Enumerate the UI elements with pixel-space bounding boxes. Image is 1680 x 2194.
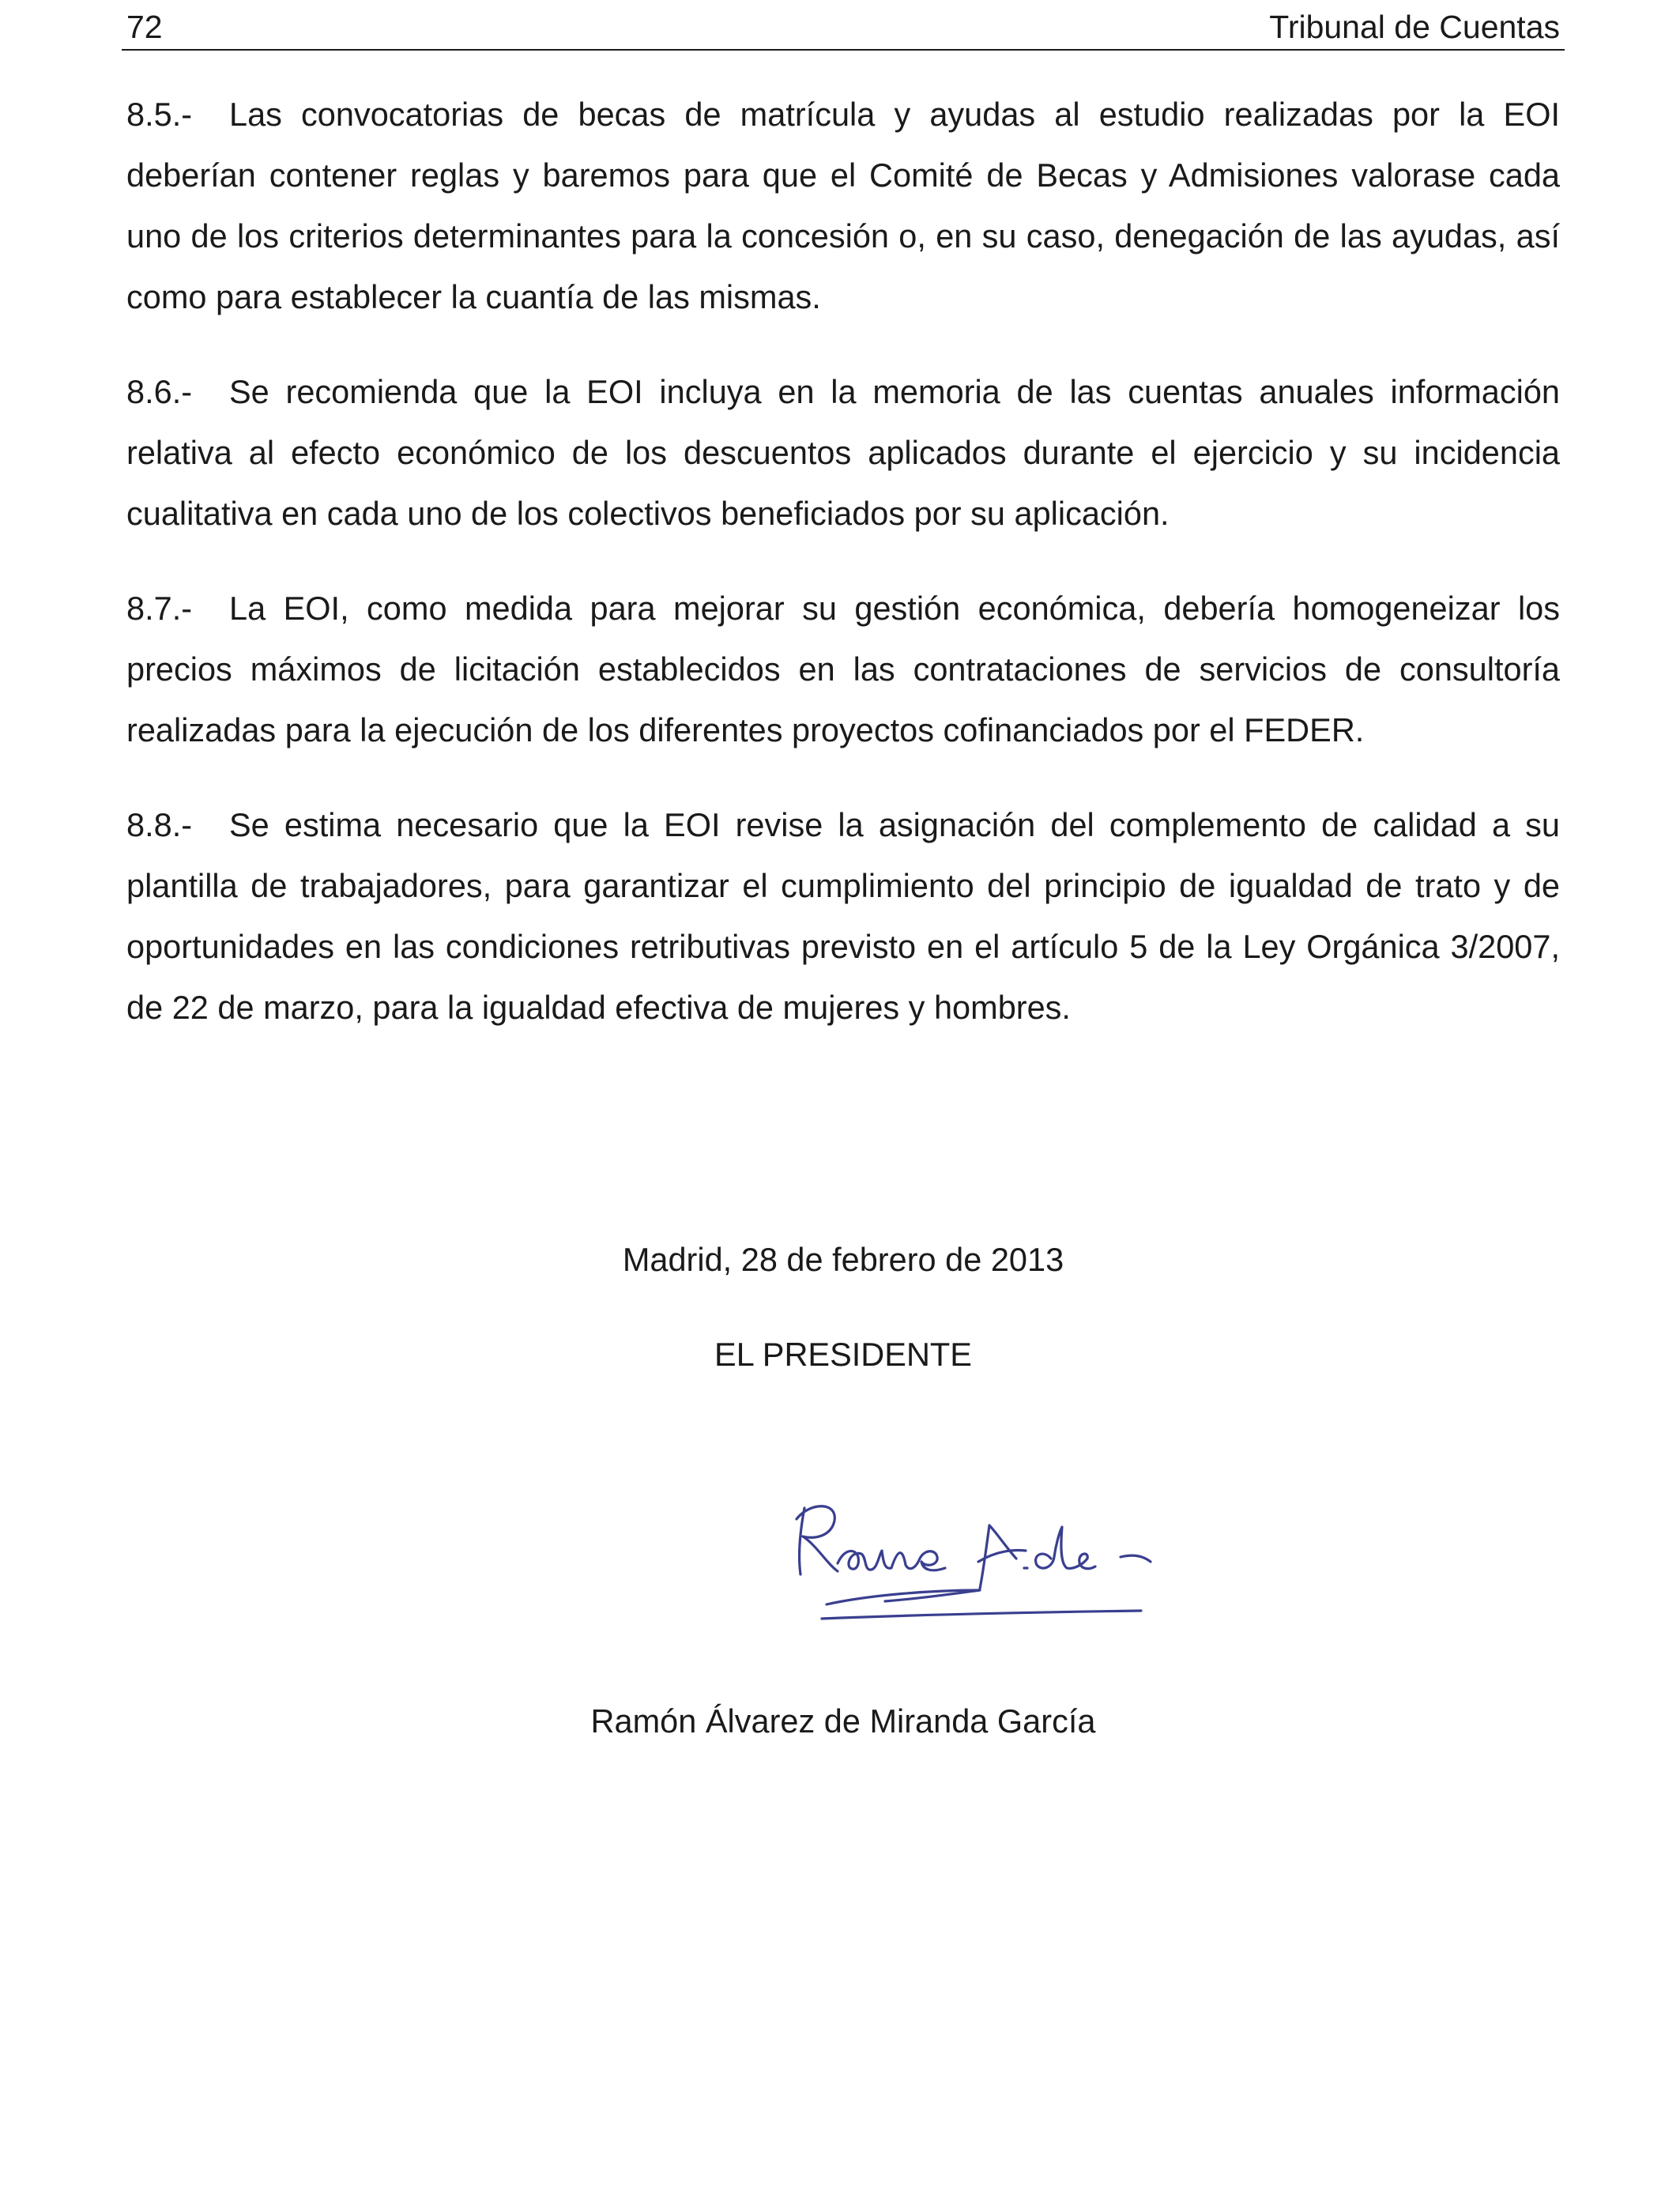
journal-name: Tribunal de Cuentas bbox=[1269, 9, 1560, 45]
recommendation-number: 8.5.- bbox=[126, 96, 193, 133]
recommendation-text: Se recomienda que la EOI incluya en la memoria de las cuentas anuales información relativa al efecto económico de los descuentos aplicados durante el ejercicio y su incidencia cualitativa en cada uno de los colectivos beneficiados por su aplicación. bbox=[126, 373, 1560, 532]
recommendation-number: 8.8.- bbox=[126, 806, 193, 843]
recommendations-section bbox=[126, 84, 1560, 1072]
recommendation-text: Las convocatorias de becas de matrícula y ayudas al estudio realizadas por la EOI deberían contener reglas y baremos para que el Comité de Becas y Admisiones valorase cada uno de los criterios determinantes para la concesión o, en su caso, denegación de las ayudas, así como para establecer la cuantía de las mismas. bbox=[126, 96, 1560, 315]
signer-title: EL PRESIDENTE bbox=[714, 1336, 972, 1373]
recommendation-8-6 bbox=[126, 361, 1560, 544]
recommendation-8-7 bbox=[126, 578, 1560, 760]
recommendation-8-8 bbox=[126, 794, 1560, 1038]
header-rule bbox=[122, 49, 1565, 51]
document-page bbox=[126, 0, 1560, 2194]
recommendation-number: 8.7.- bbox=[126, 590, 193, 627]
signer-name: Ramón Álvarez de Miranda García bbox=[590, 1702, 1096, 1740]
recommendation-8-5 bbox=[126, 84, 1560, 327]
handwritten-signature bbox=[648, 1470, 1201, 1652]
place-date: Madrid, 28 de febrero de 2013 bbox=[622, 1241, 1064, 1278]
recommendation-text: La EOI, como medida para mejorar su gestión económica, debería homogeneizar los precios máximos de licitación establecidos en las contrataciones de servicios de consultoría realizadas para la ejecución de los diferentes proyectos cofinanciados por el FEDER. bbox=[126, 590, 1560, 748]
running-header bbox=[126, 5, 1560, 49]
recommendation-number: 8.6.- bbox=[126, 373, 193, 410]
page-number: 72 bbox=[126, 9, 163, 45]
recommendation-text: Se estima necesario que la EOI revise la asignación del complemento de calidad a su plantilla de trabajadores, para garantizar el cumplimiento del principio de igualdad de trato y de oportunidades en las condiciones retributivas previsto en el artículo 5 de la Ley Orgánica 3/2007, de 22 de marzo, para la igualdad efectiva de mujeres y hombres. bbox=[126, 806, 1560, 1026]
